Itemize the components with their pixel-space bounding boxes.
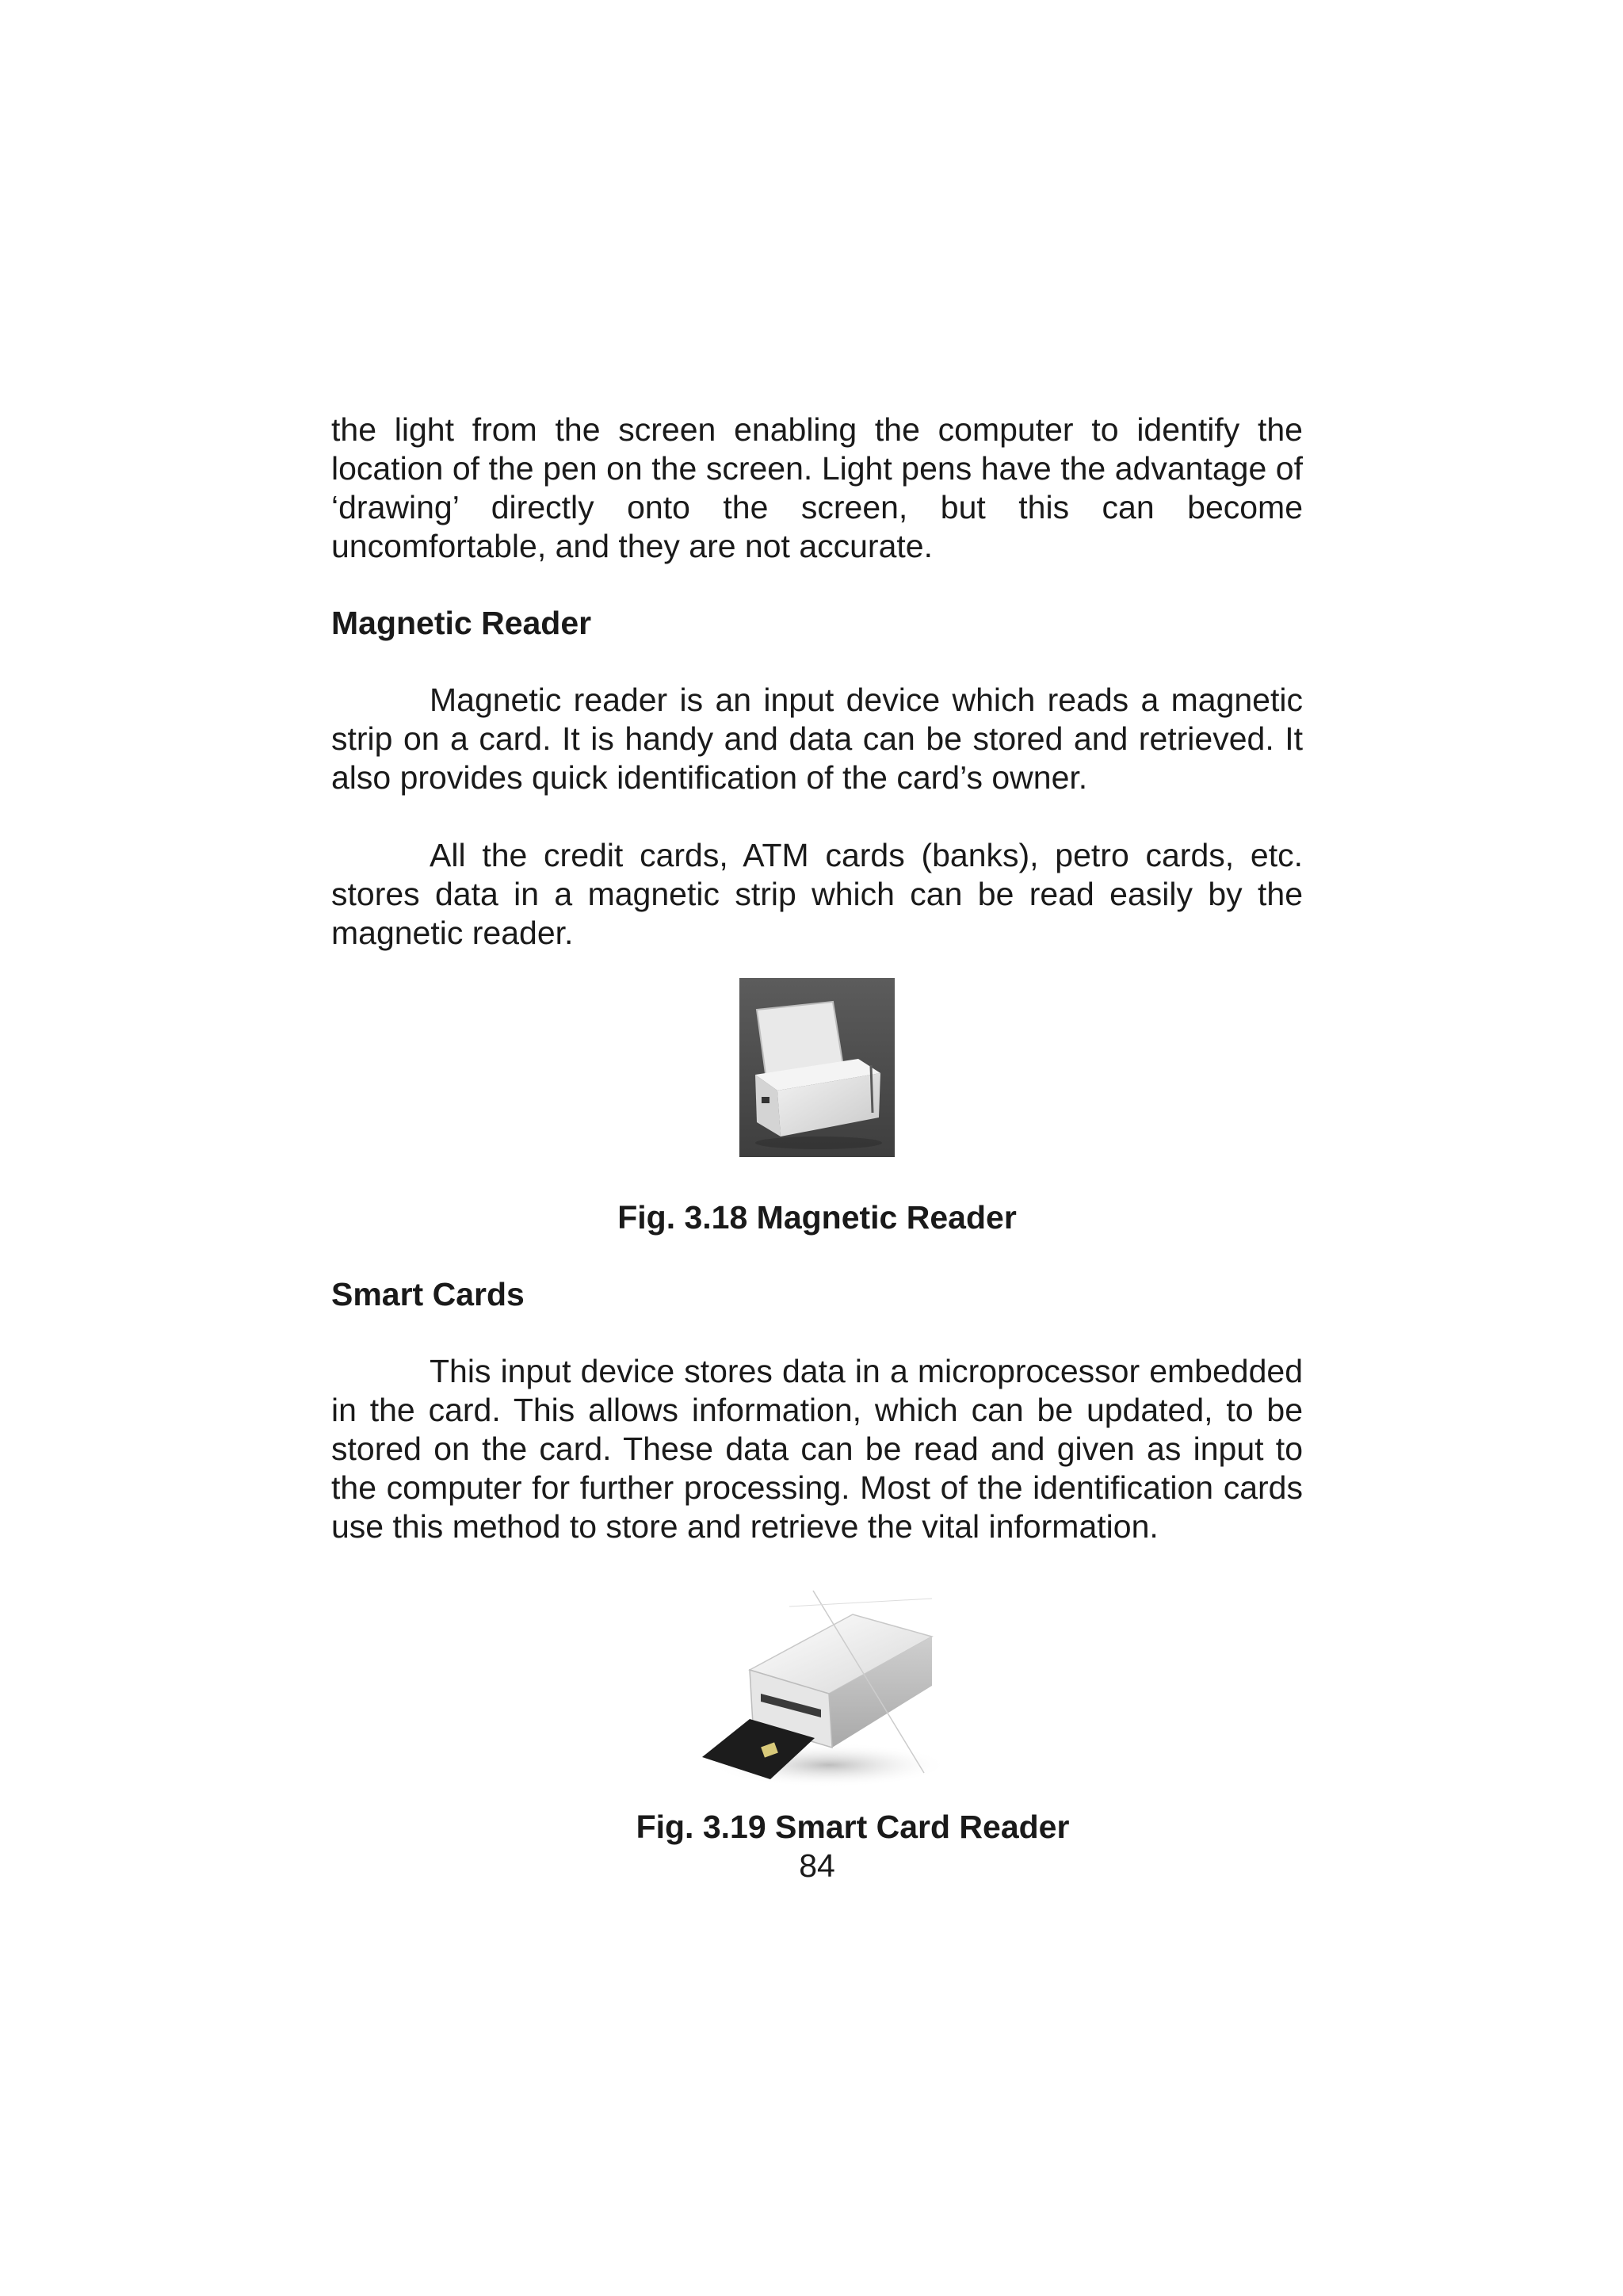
smart-card-reader-image xyxy=(694,1583,940,1797)
magnetic-reader-heading: Magnetic Reader xyxy=(331,605,592,641)
magnetic-reader-paragraph-2: All the credit cards, ATM cards (banks), petro cards, etc. stores data in a magnetic strip which can be read easily by the magnetic reader. xyxy=(331,837,1303,951)
magnetic-reader-image xyxy=(739,978,895,1157)
intro-paragraph: the light from the screen enabling the computer to identify the location of the pen on the screen. Light pens have the advantage of ‘drawing’ directly onto the screen, but this can become uncomfortable, and they are not accurate. xyxy=(331,411,1303,564)
magnetic-reader-paragraph-1: Magnetic reader is an input device which reads a magnetic strip on a card. It is handy and data can be stored and retrieved. It also provides quick identification of the card’s owner. xyxy=(331,682,1303,796)
smart-cards-heading: Smart Cards xyxy=(331,1276,525,1312)
figure-3-19-caption: Fig. 3.19 Smart Card Reader xyxy=(636,1809,1070,1845)
document-page xyxy=(331,411,1303,1885)
smart-cards-paragraph: This input device stores data in a microprocessor embedded in the card. This allows information, which can be updated, to be stored on the card. These data can be read and given as input to the computer for further processing. Most of the identification cards use this method to store and retrieve the vital information. xyxy=(331,1353,1303,1545)
figure-3-18-caption: Fig. 3.18 Magnetic Reader xyxy=(617,1199,1017,1236)
page-number: 84 xyxy=(799,1847,835,1884)
